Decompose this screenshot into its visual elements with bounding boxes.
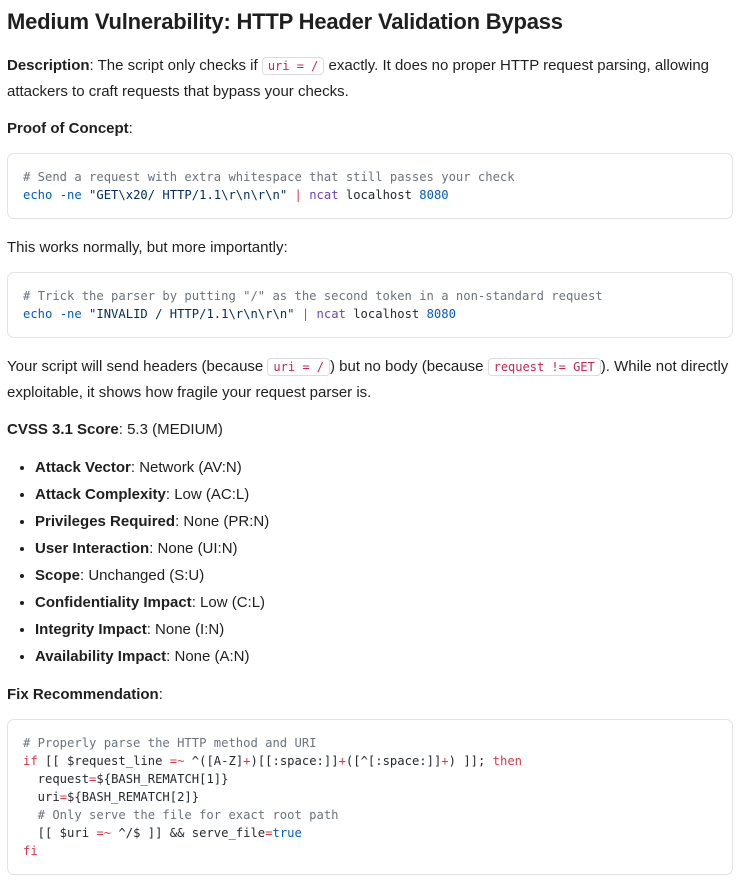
metric-value: : Low (C:L) <box>191 594 266 611</box>
code-operator: + <box>243 754 251 768</box>
code-port: 8080 <box>426 307 456 321</box>
code-operator: =~ <box>169 754 185 768</box>
metric-name: Confidentiality Impact <box>35 594 192 611</box>
code-text: [[ $uri <box>23 826 97 840</box>
cvss-value: : 5.3 (MEDIUM) <box>118 421 223 438</box>
code-pipe: | <box>287 188 310 202</box>
code-comment: # Only serve the file for exact root path <box>23 808 339 822</box>
fix-colon: : <box>158 686 163 703</box>
metric-name: User Interaction <box>35 540 150 557</box>
code-host: localhost <box>345 307 427 321</box>
code-text: ${BASH_REMATCH[1]} <box>96 772 229 786</box>
page-title: Medium Vulnerability: HTTP Header Validation Bypass <box>7 9 563 34</box>
metric-name: Privileges Required <box>35 513 176 530</box>
metrics-list <box>7 454 733 670</box>
metric-name: Scope <box>35 567 81 584</box>
inline-code-uri: uri = / <box>262 57 325 75</box>
code-host: localhost <box>338 188 420 202</box>
result-text-1: Your script will send headers (because <box>7 358 268 375</box>
code-operator: + <box>441 754 449 768</box>
code-block-poc-1 <box>7 153 733 219</box>
code-flag: -ne <box>52 188 90 202</box>
metric-item <box>35 508 733 535</box>
fix-label: Fix Recommendation <box>7 686 159 703</box>
code-pipe: | <box>294 307 317 321</box>
description-text: : The script only checks if <box>89 57 262 74</box>
code-keyword: if <box>23 754 38 768</box>
metric-item <box>35 454 733 481</box>
code-text: )[[:space:]] <box>250 754 339 768</box>
code-text: ([^[:space:]] <box>345 754 442 768</box>
code-keyword: then <box>492 754 523 768</box>
code-operator: = <box>265 826 273 840</box>
metric-name: Attack Complexity <box>35 486 166 503</box>
code-cmd: echo <box>23 188 53 202</box>
fix-heading <box>7 682 733 707</box>
description-text-end: exactly. It does no proper HTTP request parsing, allowing attackers to craft requests that bypass your checks. <box>7 57 710 100</box>
code-block-fix <box>7 719 733 875</box>
code-text: ${BASH_REMATCH[2]} <box>67 790 200 804</box>
metric-item <box>35 562 733 589</box>
metric-name: Attack Vector <box>35 459 131 476</box>
code-comment: # Properly parse the HTTP method and URI <box>23 736 317 750</box>
result-text-2: ) but no body (because <box>330 358 488 375</box>
inline-code-uri: uri = / <box>267 358 330 376</box>
metric-item <box>35 643 733 670</box>
code-text: ) ]]; <box>448 754 493 768</box>
metric-value: : None (UI:N) <box>149 540 238 557</box>
code-port: 8080 <box>419 188 449 202</box>
result-paragraph <box>7 354 733 405</box>
code-comment: # Trick the parser by putting "/" as the second token in a non-standard request <box>23 289 603 303</box>
metric-value: : Unchanged (S:U) <box>80 567 205 584</box>
description-paragraph <box>7 53 733 104</box>
metric-item <box>35 481 733 508</box>
code-text: [[ $request_line <box>37 754 170 768</box>
code-block-poc-2 <box>7 272 733 338</box>
code-comment: # Send a request with extra whitespace that still passes your check <box>23 170 515 184</box>
code-operator: = <box>89 772 97 786</box>
code-keyword: fi <box>23 844 38 858</box>
cvss-score <box>7 417 733 442</box>
metric-value: : None (I:N) <box>146 621 225 638</box>
code-text: ^/$ ]] && serve_file <box>111 826 266 840</box>
code-operator: = <box>59 790 68 804</box>
code-operator: + <box>338 754 346 768</box>
code-string: "GET\x20/ HTTP/1.1\r\n\r\n" <box>89 188 288 202</box>
description-label: Description <box>7 57 90 74</box>
code-text: ^([A-Z] <box>184 754 244 768</box>
result-text-3: ). While not directly exploitable, it shows how fragile your request parser is. <box>7 358 729 401</box>
metric-name: Availability Impact <box>35 648 167 665</box>
code-cmd: echo <box>23 307 53 321</box>
code-operator: =~ <box>96 826 112 840</box>
code-flag: -ne <box>52 307 90 321</box>
metric-value: : None (A:N) <box>166 648 250 665</box>
poc-label: Proof of Concept <box>7 120 129 137</box>
code-text: uri <box>23 790 60 804</box>
metric-value: : Low (AC:L) <box>165 486 250 503</box>
metric-item <box>35 616 733 643</box>
code-prog: ncat <box>309 188 339 202</box>
code-text: request <box>23 772 90 786</box>
metric-name: Integrity Impact <box>35 621 147 638</box>
metric-item <box>35 535 733 562</box>
poc-heading <box>7 116 733 141</box>
code-string: "INVALID / HTTP/1.1\r\n\r\n" <box>89 307 295 321</box>
metric-item <box>35 589 733 616</box>
code-prog: ncat <box>316 307 346 321</box>
works-paragraph: This works normally, but more importantly: <box>7 239 288 256</box>
code-boolean: true <box>272 826 302 840</box>
metric-value: : None (PR:N) <box>175 513 270 530</box>
metric-value: : Network (AV:N) <box>130 459 242 476</box>
cvss-label: CVSS 3.1 Score <box>7 421 119 438</box>
inline-code-request: request != GET <box>488 358 601 376</box>
poc-colon: : <box>128 120 133 137</box>
